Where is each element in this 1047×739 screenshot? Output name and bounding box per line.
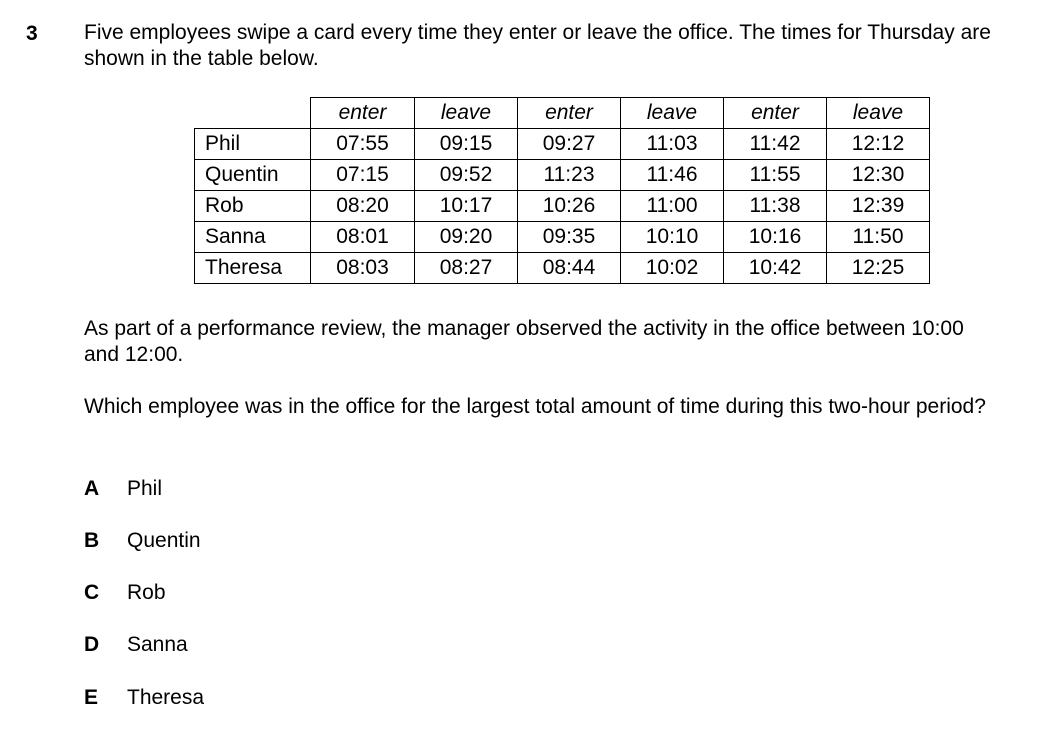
answer-option-e[interactable] [84,685,204,711]
column-header: leave [621,98,724,129]
time-cell: 07:55 [311,129,415,160]
employee-name: Phil [195,129,311,160]
time-cell: 07:15 [311,160,415,191]
answer-option-a[interactable] [84,476,162,502]
time-cell: 11:50 [827,222,930,253]
option-letter: E [84,686,99,709]
table-header-row [195,98,930,129]
time-cell: 10:17 [415,191,518,222]
time-cell: 12:25 [827,253,930,284]
option-letter: A [84,477,100,500]
time-cell: 11:23 [518,160,621,191]
time-cell: 11:46 [621,160,724,191]
time-cell: 12:12 [827,129,930,160]
column-header: leave [827,98,930,129]
time-cell: 10:26 [518,191,621,222]
time-cell: 11:55 [724,160,827,191]
table-row [195,253,930,284]
option-text: Phil [127,477,163,500]
option-letter: B [84,529,100,552]
employee-name: Quentin [195,160,311,191]
option-text: Sanna [127,633,188,656]
time-cell: 10:10 [621,222,724,253]
column-header: enter [724,98,827,129]
review-context: As part of a performance review, the manager observed the activity in the office between 10:00 and 12:00. [84,317,964,366]
question-intro: Five employees swipe a card every time they enter or leave the office. The times for Thursday are shown in the table below. [84,21,991,70]
time-cell: 11:00 [621,191,724,222]
swipe-times-table [194,97,930,284]
table-row [195,129,930,160]
option-letter: D [84,633,100,656]
option-letter: C [84,581,100,604]
time-cell: 10:42 [724,253,827,284]
time-cell: 11:03 [621,129,724,160]
time-cell: 09:35 [518,222,621,253]
time-cell: 10:16 [724,222,827,253]
question-number: 3 [26,22,38,45]
time-cell: 12:39 [827,191,930,222]
table-row [195,191,930,222]
column-header: enter [311,98,415,129]
time-cell: 09:20 [415,222,518,253]
employee-name: Rob [195,191,311,222]
employee-name: Sanna [195,222,311,253]
question-prompt: Which employee was in the office for the largest total amount of time during this two-hour period? [84,395,986,418]
answer-option-d[interactable] [84,632,188,658]
time-cell: 09:27 [518,129,621,160]
time-cell: 08:27 [415,253,518,284]
table-corner-cell [195,98,311,129]
time-cell: 08:01 [311,222,415,253]
time-cell: 08:20 [311,191,415,222]
time-cell: 12:30 [827,160,930,191]
option-text: Quentin [127,529,201,552]
time-cell: 11:42 [724,129,827,160]
employee-name: Theresa [195,253,311,284]
column-header: leave [415,98,518,129]
time-cell: 08:44 [518,253,621,284]
time-cell: 08:03 [311,253,415,284]
option-text: Theresa [127,686,205,709]
answer-option-c[interactable] [84,580,166,606]
option-text: Rob [127,581,166,604]
time-cell: 10:02 [621,253,724,284]
time-cell: 09:15 [415,129,518,160]
table-row [195,160,930,191]
answer-option-b[interactable] [84,528,201,554]
column-header: enter [518,98,621,129]
time-cell: 09:52 [415,160,518,191]
time-cell: 11:38 [724,191,827,222]
table-row [195,222,930,253]
